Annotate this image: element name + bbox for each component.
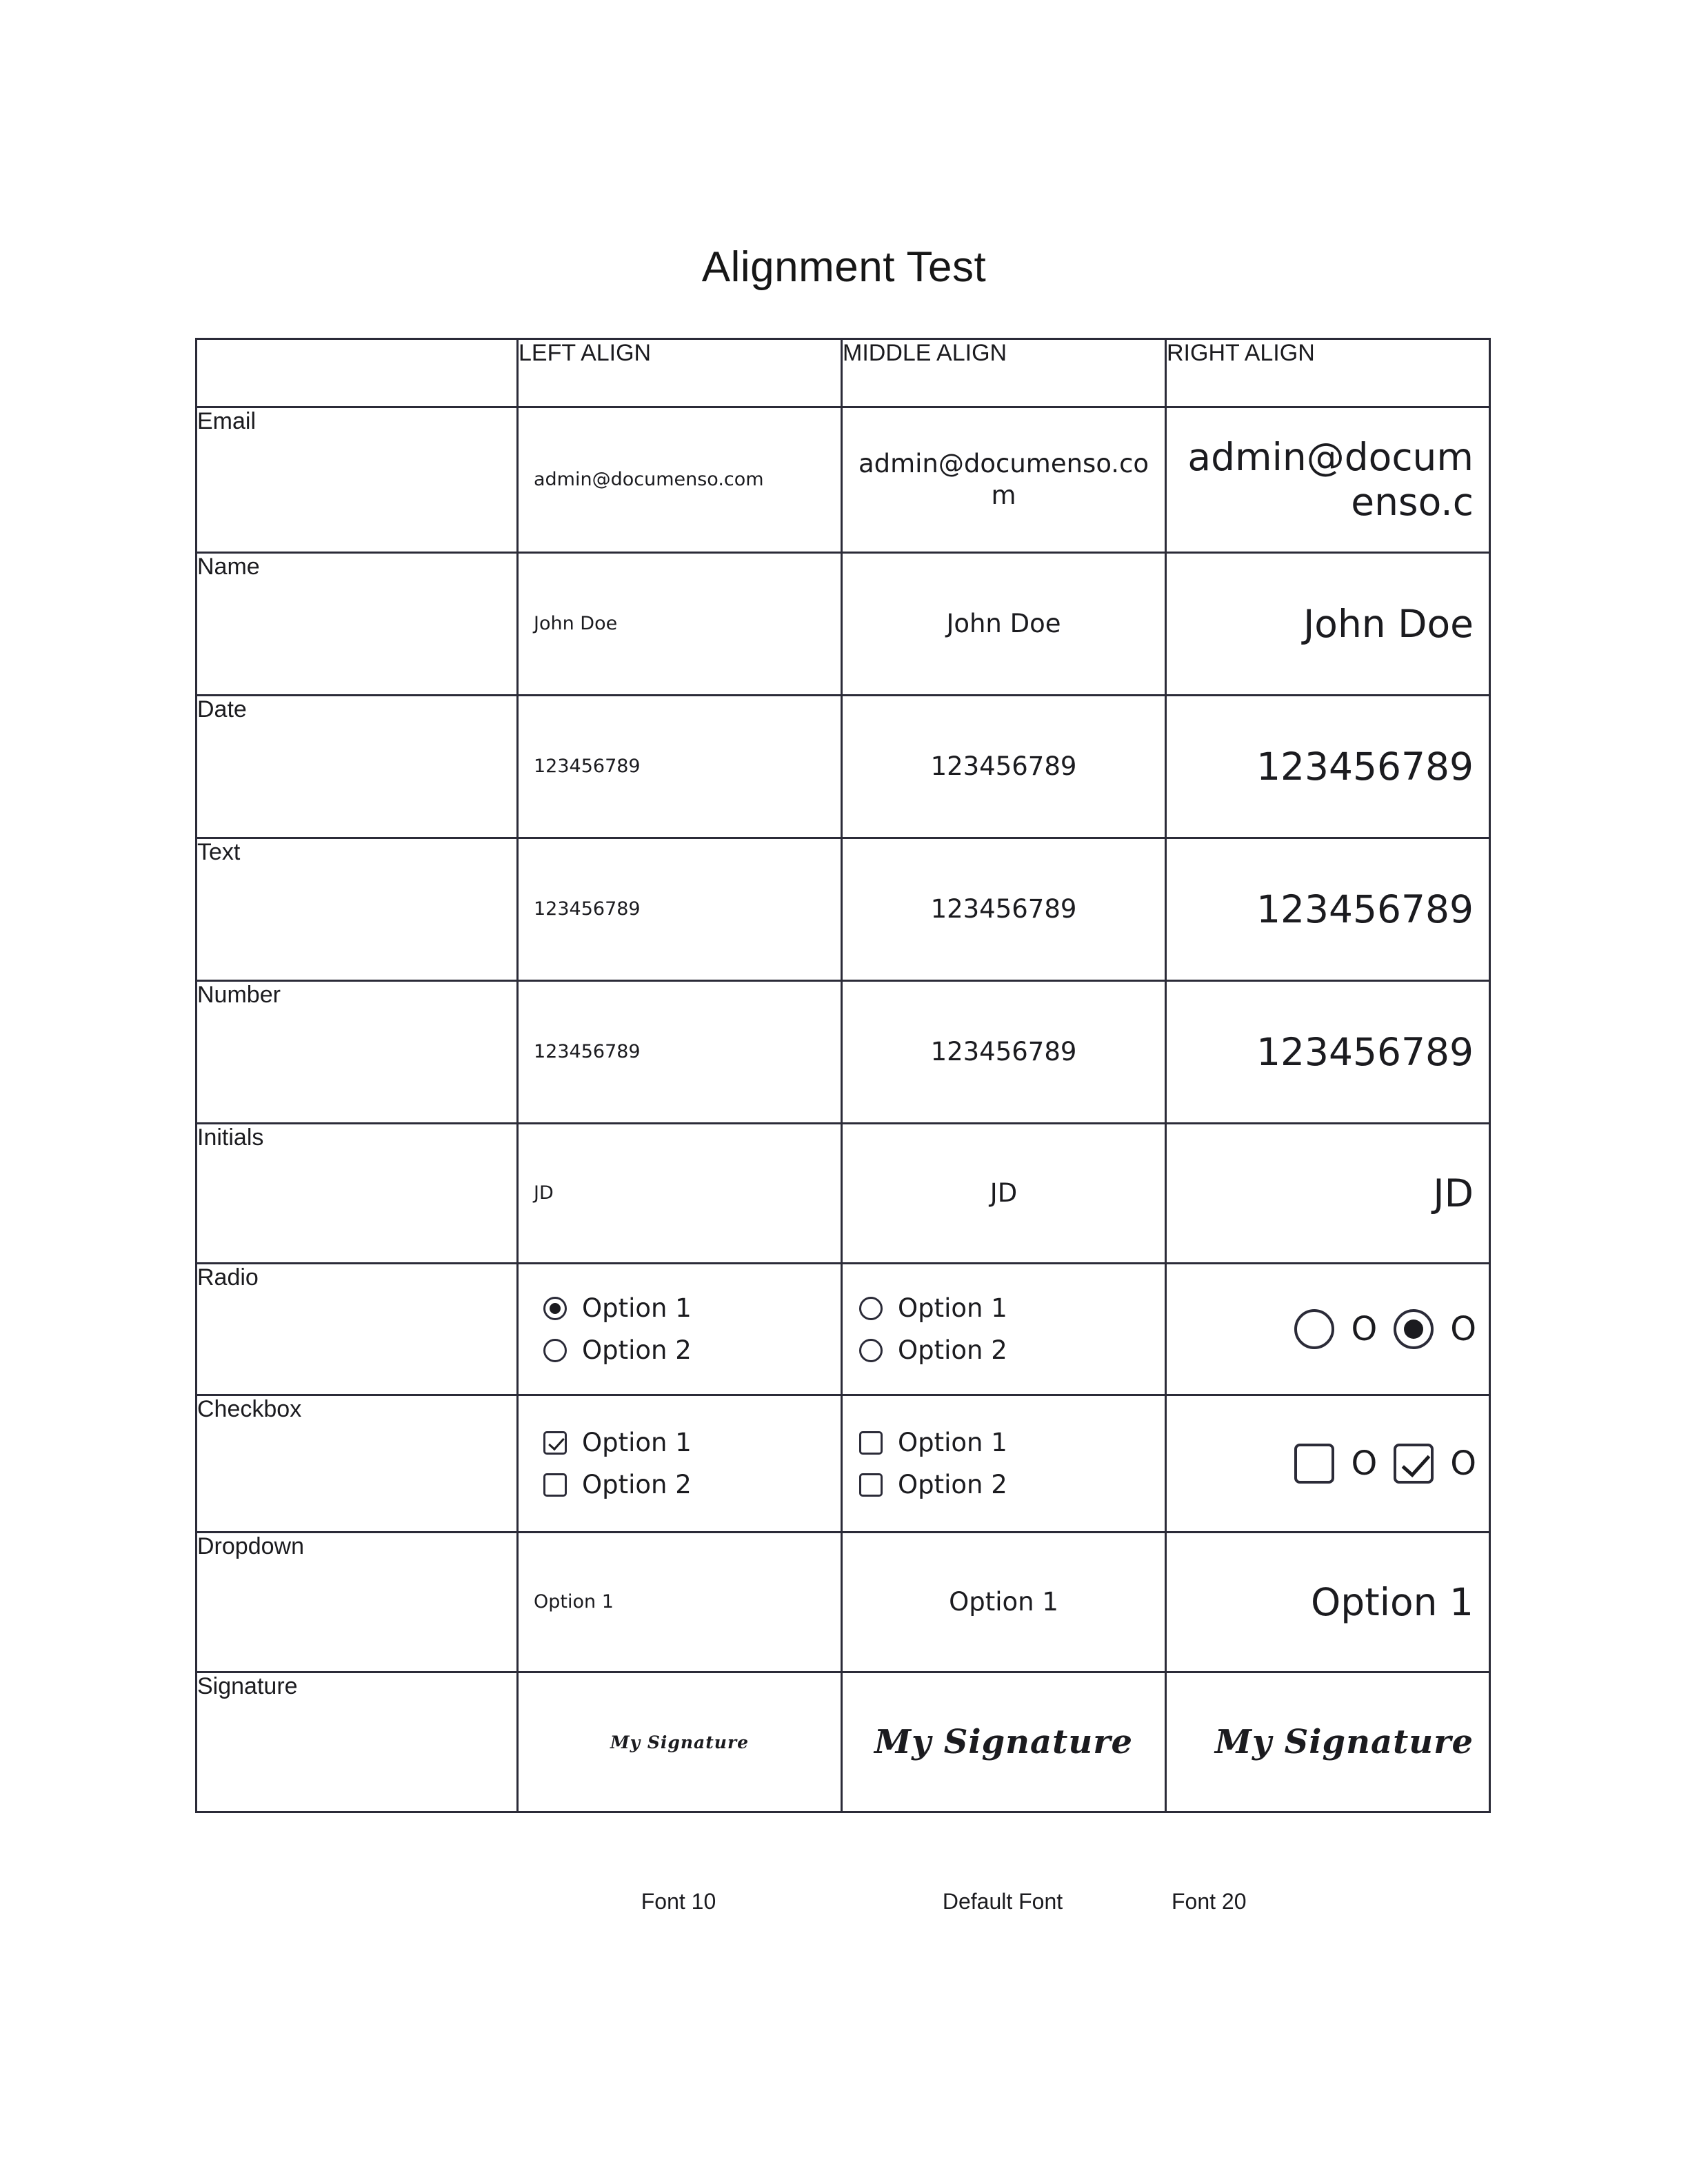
value-number-right: 123456789 (1256, 1029, 1474, 1074)
cell-signature-left[interactable] (518, 1672, 842, 1812)
table-row (197, 1395, 1490, 1533)
checkbox-unchecked-icon[interactable] (1294, 1444, 1334, 1484)
value-date-middle: 123456789 (930, 751, 1077, 781)
cell-initials-left (518, 1124, 842, 1264)
radio-option[interactable] (859, 1335, 1165, 1365)
value-email-middle: admin@documenso.com (858, 448, 1149, 510)
cell-radio-middle (842, 1264, 1166, 1395)
value-initials-left: JD (534, 1182, 554, 1204)
row-label-number: Number (197, 981, 518, 1124)
value-text-right: 123456789 (1256, 887, 1474, 931)
checkbox-unchecked-icon[interactable] (859, 1431, 883, 1455)
row-label-text: Text (197, 838, 518, 981)
checkbox-group-middle[interactable] (843, 1396, 1165, 1531)
table-row (197, 838, 1490, 981)
header-middle-align: MIDDLE ALIGN (842, 339, 1166, 407)
checkbox-option[interactable] (543, 1470, 841, 1499)
cell-date-middle (842, 696, 1166, 838)
footnote-font-10: Font 10 (641, 1889, 716, 1914)
checkbox-option-label: Option 1 (582, 1428, 692, 1457)
checkbox-option-label: O (1450, 1444, 1476, 1483)
cell-checkbox-left (518, 1395, 842, 1533)
cell-number-left (518, 981, 842, 1124)
cell-radio-left (518, 1264, 842, 1395)
row-label-signature: Signature (197, 1672, 518, 1812)
table-row (197, 1672, 1490, 1812)
header-right-align: RIGHT ALIGN (1166, 339, 1490, 407)
value-date-right: 123456789 (1256, 744, 1474, 789)
radio-unselected-icon[interactable] (543, 1339, 567, 1362)
table-row (197, 407, 1490, 553)
cell-checkbox-right (1166, 1395, 1490, 1533)
value-name-left: John Doe (534, 613, 618, 635)
value-initials-right: JD (1433, 1171, 1474, 1215)
value-text-middle: 123456789 (930, 893, 1077, 924)
cell-dropdown-middle[interactable] (842, 1533, 1166, 1672)
footnotes (195, 1889, 1489, 1917)
table-row (197, 981, 1490, 1124)
radio-option[interactable] (543, 1293, 841, 1323)
radio-option-label: O (1351, 1310, 1378, 1348)
radio-unselected-icon[interactable] (1294, 1309, 1334, 1349)
footnote-default-font: Default Font (942, 1889, 1063, 1914)
header-left-align: LEFT ALIGN (518, 339, 842, 407)
table-row (197, 553, 1490, 696)
value-dropdown-middle: Option 1 (949, 1586, 1058, 1617)
radio-unselected-icon[interactable] (859, 1297, 883, 1320)
table-row (197, 1124, 1490, 1264)
cell-initials-middle (842, 1124, 1166, 1264)
radio-option-label: Option 1 (582, 1293, 692, 1323)
checkbox-option[interactable] (859, 1428, 1165, 1457)
radio-unselected-icon[interactable] (859, 1339, 883, 1362)
signature-middle: My Signature (874, 1723, 1134, 1761)
value-dropdown-right: Option 1 (1310, 1579, 1474, 1624)
checkbox-checked-icon[interactable] (543, 1431, 567, 1455)
footnote-font-20: Font 20 (1172, 1889, 1247, 1914)
cell-email-left (518, 407, 842, 553)
cell-text-left (518, 838, 842, 981)
value-email-right: admin@documenso.c (1187, 435, 1474, 524)
checkbox-checked-icon[interactable] (1394, 1444, 1434, 1484)
cell-dropdown-left[interactable] (518, 1533, 842, 1672)
checkbox-option[interactable] (859, 1470, 1165, 1499)
header-blank-cell (197, 339, 518, 407)
row-label-email: Email (197, 407, 518, 553)
cell-checkbox-middle (842, 1395, 1166, 1533)
checkbox-unchecked-icon[interactable] (859, 1473, 883, 1497)
value-number-middle: 123456789 (930, 1036, 1077, 1066)
value-date-left: 123456789 (534, 756, 641, 778)
checkbox-option-label: O (1351, 1444, 1378, 1483)
checkbox-group-right[interactable] (1167, 1396, 1489, 1531)
radio-option-label: Option 2 (898, 1335, 1007, 1365)
row-label-name: Name (197, 553, 518, 696)
value-text-left: 123456789 (534, 898, 641, 920)
cell-name-middle (842, 553, 1166, 696)
radio-selected-icon[interactable] (1394, 1309, 1434, 1349)
cell-initials-right (1166, 1124, 1490, 1264)
cell-date-left (518, 696, 842, 838)
table-row (197, 696, 1490, 838)
cell-number-right (1166, 981, 1490, 1124)
table-row (197, 1533, 1490, 1672)
radio-option[interactable] (859, 1293, 1165, 1323)
table-header-row (197, 339, 1490, 407)
cell-dropdown-right[interactable] (1166, 1533, 1490, 1672)
radio-option-label: O (1450, 1310, 1476, 1348)
alignment-table (195, 338, 1491, 1813)
signature-right: My Signature (1214, 1723, 1474, 1761)
radio-group-left[interactable] (519, 1264, 841, 1394)
value-name-middle: John Doe (946, 608, 1061, 638)
checkbox-option-label: Option 2 (582, 1470, 692, 1499)
checkbox-option-label: Option 1 (898, 1428, 1007, 1457)
value-dropdown-left: Option 1 (534, 1591, 614, 1613)
row-label-checkbox: Checkbox (197, 1395, 518, 1533)
checkbox-option[interactable] (543, 1428, 841, 1457)
radio-group-right[interactable] (1167, 1264, 1489, 1394)
radio-option[interactable] (543, 1335, 841, 1365)
checkbox-option-label: Option 2 (898, 1470, 1007, 1499)
value-email-left: admin@documenso.com (534, 469, 764, 491)
row-label-radio: Radio (197, 1264, 518, 1395)
checkbox-group-left[interactable] (519, 1396, 841, 1531)
cell-signature-middle[interactable] (842, 1672, 1166, 1812)
cell-text-right (1166, 838, 1490, 981)
radio-selected-icon[interactable] (543, 1297, 567, 1320)
radio-group-middle[interactable] (843, 1264, 1165, 1394)
cell-email-right (1166, 407, 1490, 553)
signature-left: My Signature (610, 1732, 750, 1752)
cell-radio-right (1166, 1264, 1490, 1395)
radio-option-label: Option 1 (898, 1293, 1007, 1323)
row-label-dropdown: Dropdown (197, 1533, 518, 1672)
page-title: Alignment Test (701, 243, 987, 291)
value-initials-middle: JD (989, 1177, 1018, 1208)
value-name-right: John Doe (1303, 601, 1474, 646)
value-number-left: 123456789 (534, 1041, 641, 1063)
cell-number-middle (842, 981, 1166, 1124)
radio-option-label: Option 2 (582, 1335, 692, 1365)
checkbox-unchecked-icon[interactable] (543, 1473, 567, 1497)
cell-text-middle (842, 838, 1166, 981)
cell-signature-right[interactable] (1166, 1672, 1490, 1812)
cell-date-right (1166, 696, 1490, 838)
table-row (197, 1264, 1490, 1395)
cell-email-middle (842, 407, 1166, 553)
cell-name-right (1166, 553, 1490, 696)
cell-name-left (518, 553, 842, 696)
row-label-date: Date (197, 696, 518, 838)
row-label-initials: Initials (197, 1124, 518, 1264)
